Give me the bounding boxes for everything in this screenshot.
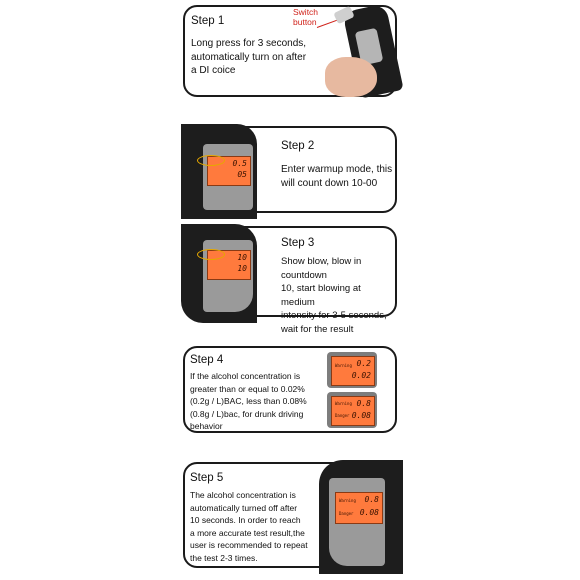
lcd-label-danger: Danger [335,413,350,418]
lcd-top-value: 0.8 [364,495,379,504]
step-2-text: Enter warmup mode, this will count down 10-00 [281,164,393,189]
lcd-display [331,356,375,386]
step-5-text: The alcohol concentration is automatically turned off after 10 seconds. In order to reach a more accurate test result,the user is recommended to repeat the test 2-3 times. [190,490,308,563]
step-3-text: Show blow, blow in countdown 10, start blowing at medium intensity for 3-5 seconds, wait for the result [281,256,387,335]
step-5-card [183,462,397,568]
step-3-title: Step 3 [281,237,315,249]
step-1-title: Step 1 [191,15,225,27]
lcd-label-warning: Warning [335,401,352,406]
step-4-text: If the alcohol concentration is greater than or equal to 0.02% (0.2g / L)BAC, less than 0.08% (0.8g / L)bac, for drunk driving behavior [190,371,307,431]
lcd-display [331,396,375,426]
lcd-top-value: 10 [237,253,247,262]
lcd-bottom-value: 0.08 [359,508,379,517]
lcd-label-danger: Danger [339,511,354,516]
hand [325,57,377,97]
lcd-label-warning: Warning [335,363,352,368]
lcd-top-value: 0.5 [232,159,247,168]
step-4-card [183,346,397,433]
lcd-top-value: 0.2 [356,359,371,368]
lcd-bottom-value: 0.08 [351,411,371,420]
step-2-card [183,126,397,213]
lcd-bottom-value: 10 [237,264,247,273]
lcd-panel-danger [327,392,377,428]
lcd-label-warning: Warning [339,498,356,503]
switch-button-callout: Switch button [293,7,319,27]
lcd-top-value: 0.8 [356,399,371,408]
step-4-title: Step 4 [190,354,224,366]
step-1-text: Long press for 3 seconds, automatically turn on after a DI coice [191,38,307,76]
lcd-display [335,492,383,524]
highlight-ellipse [197,249,225,260]
step-5-title: Step 5 [190,472,224,484]
lcd-bottom-value: 05 [237,170,247,179]
lcd-panel-warning [327,352,377,388]
highlight-ellipse [197,155,225,166]
step-2-title: Step 2 [281,140,315,152]
step-1-card [183,5,397,97]
step-3-card [183,226,397,335]
lcd-bottom-value: 0.02 [351,371,371,380]
